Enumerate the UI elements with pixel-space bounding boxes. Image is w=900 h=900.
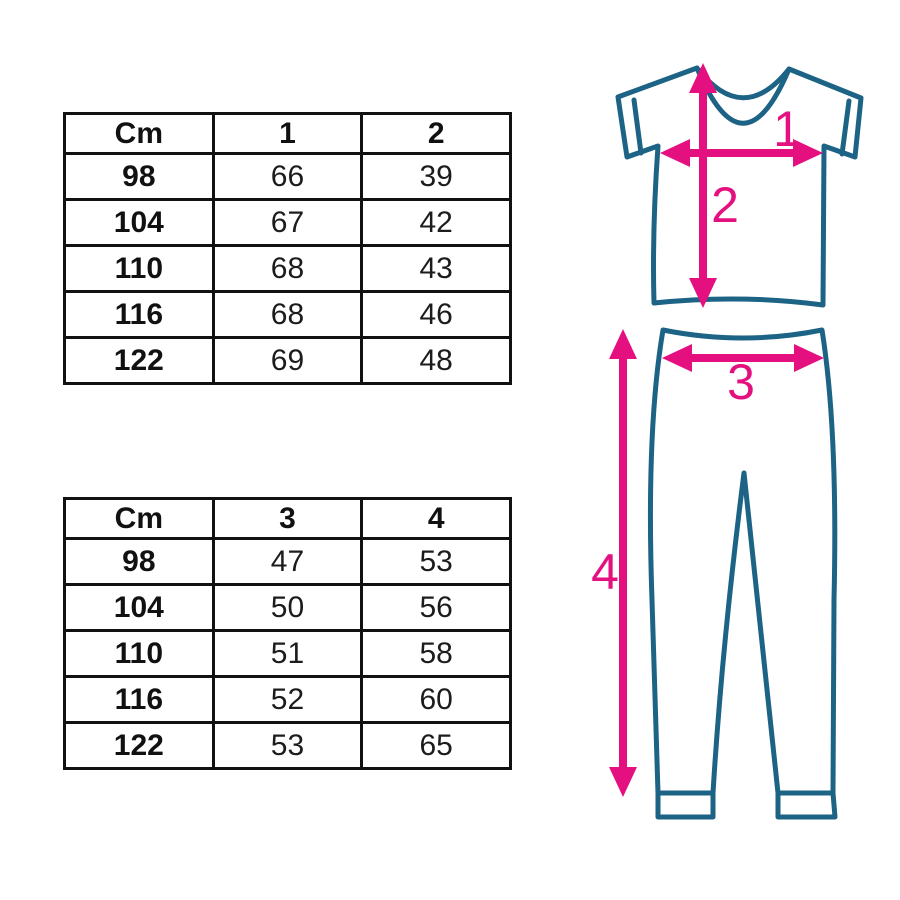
size-value-cell: 68 xyxy=(213,246,362,292)
size-value-cell: 66 xyxy=(213,154,362,200)
size-row-header: 116 xyxy=(65,677,214,723)
measure-label-3: 3 xyxy=(727,354,755,410)
column-header: 4 xyxy=(362,499,511,539)
measure-label-2: 2 xyxy=(711,177,739,233)
size-row-header: 110 xyxy=(65,246,214,292)
size-value-cell: 50 xyxy=(213,585,362,631)
size-row-header: 98 xyxy=(65,154,214,200)
size-row-header: 122 xyxy=(65,338,214,384)
measure-label-4: 4 xyxy=(591,544,619,600)
size-value-cell: 42 xyxy=(362,200,511,246)
size-value-cell: 39 xyxy=(362,154,511,200)
measure-label-1: 1 xyxy=(773,101,801,157)
size-value-cell: 51 xyxy=(213,631,362,677)
column-header: Cm xyxy=(65,114,214,154)
tshirt-drawing xyxy=(618,68,861,305)
size-value-cell: 67 xyxy=(213,200,362,246)
arrow-up-icon xyxy=(609,329,637,359)
size-value-cell: 53 xyxy=(362,539,511,585)
size-row-header: 116 xyxy=(65,292,214,338)
size-value-cell: 52 xyxy=(213,677,362,723)
size-value-cell: 68 xyxy=(213,292,362,338)
size-row-header: 122 xyxy=(65,723,214,769)
size-row-header: 110 xyxy=(65,631,214,677)
column-header: 3 xyxy=(213,499,362,539)
size-value-cell: 58 xyxy=(362,631,511,677)
size-value-cell: 47 xyxy=(213,539,362,585)
size-value-cell: 53 xyxy=(213,723,362,769)
size-value-cell: 69 xyxy=(213,338,362,384)
size-row-header: 104 xyxy=(65,200,214,246)
size-value-cell: 46 xyxy=(362,292,511,338)
size-row-header: 98 xyxy=(65,539,214,585)
column-header: 1 xyxy=(213,114,362,154)
size-row-header: 104 xyxy=(65,585,214,631)
size-value-cell: 60 xyxy=(362,677,511,723)
size-value-cell: 48 xyxy=(362,338,511,384)
size-value-cell: 56 xyxy=(362,585,511,631)
tshirt-outline xyxy=(618,68,861,305)
size-value-cell: 43 xyxy=(362,246,511,292)
size-value-cell: 65 xyxy=(362,723,511,769)
column-header: Cm xyxy=(65,499,214,539)
arrow-down-icon xyxy=(609,767,637,797)
column-header: 2 xyxy=(362,114,511,154)
